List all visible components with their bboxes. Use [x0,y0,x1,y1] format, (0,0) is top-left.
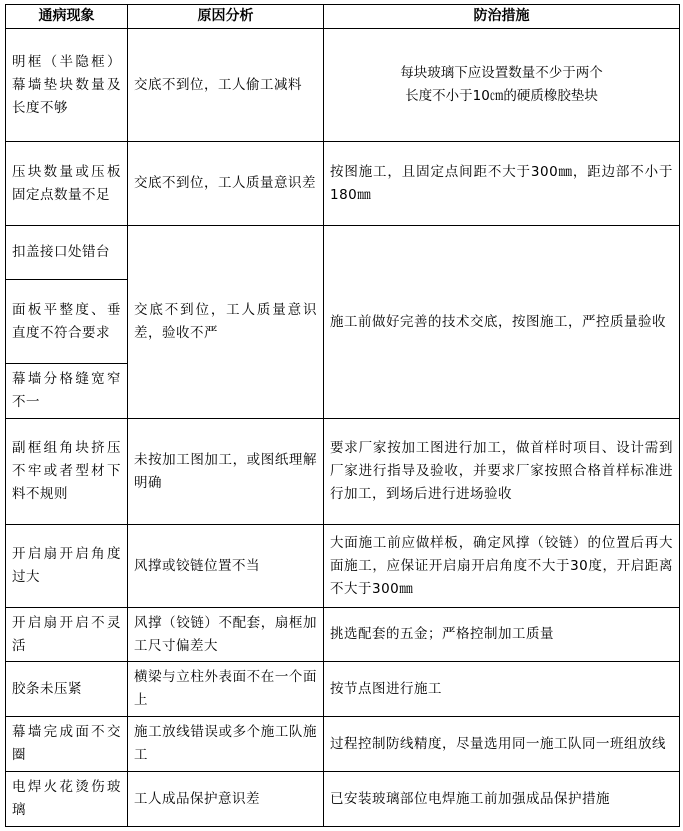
table-row [6,772,680,827]
cause-cell: 风撑或铰链位置不当 [128,525,324,608]
cause-cell: 交底不到位，工人偷工减料 [128,29,324,142]
header-cause: 原因分析 [128,5,324,29]
measure-cell: 过程控制防线精度，尽量选用同一施工队同一班组放线 [324,717,680,772]
cause-cell: 风撑（铰链）不配套，扇框加工尺寸偏差大 [128,608,324,662]
phenomenon-cell: 扣盖接口处错台 [6,226,128,280]
cause-cell: 交底不到位，工人质量意识差，验收不严 [128,226,324,419]
phenomenon-cell: 电焊火花烫伤玻璃 [6,772,128,827]
table-row [6,226,680,280]
measure-cell [324,29,680,142]
measure-cell: 要求厂家按加工图进行加工，做首样时项目、设计需到厂家进行指导及验收，并要求厂家按照合格首样标准进行加工，到场后进行进场验收 [324,419,680,525]
table-row [6,29,680,142]
table-row [6,525,680,608]
measure-line: 长度不小于10㎝的硬质橡胶垫块 [405,88,598,104]
measure-cell: 挑选配套的五金；严格控制加工质量 [324,608,680,662]
measure-cell: 大面施工前应做样板，确定风撑（铰链）的位置后再大面施工，应保证开启扇开启角度不大于30度，开启距离不大于300㎜ [324,525,680,608]
phenomenon-cell: 开启扇开启不灵活 [6,608,128,662]
cause-cell: 工人成品保护意识差 [128,772,324,827]
phenomenon-cell: 明框（半隐框）幕墙垫块数量及长度不够 [6,29,128,142]
measure-cell: 按节点图进行施工 [324,662,680,717]
cause-cell: 未按加工图加工，或图纸理解明确 [128,419,324,525]
table-row [6,608,680,662]
table-row [6,419,680,525]
header-phenomenon: 通病现象 [6,5,128,29]
phenomenon-cell: 面板平整度、垂直度不符合要求 [6,280,128,364]
phenomenon-cell: 幕墙分格缝宽窄不一 [6,364,128,419]
phenomenon-cell: 开启扇开启角度过大 [6,525,128,608]
phenomenon-cell: 压块数量或压板固定点数量不足 [6,142,128,226]
header-measure: 防治措施 [324,5,680,29]
cause-cell: 横梁与立柱外表面不在一个面上 [128,662,324,717]
cause-cell: 施工放线错误或多个施工队施工 [128,717,324,772]
phenomenon-cell: 幕墙完成面不交圈 [6,717,128,772]
cause-cell: 交底不到位，工人质量意识差 [128,142,324,226]
measure-line: 每块玻璃下应设置数量不少于两个 [400,65,603,81]
table-row [6,662,680,717]
phenomenon-cell: 胶条未压紧 [6,662,128,717]
defect-prevention-table [5,4,680,827]
header-row [6,5,680,29]
measure-cell: 按图施工，且固定点间距不大于300㎜，距边部不小于180㎜ [324,142,680,226]
table-row [6,142,680,226]
phenomenon-cell: 副框组角块挤压不牢或者型材下料不规则 [6,419,128,525]
measure-cell: 已安装玻璃部位电焊施工前加强成品保护措施 [324,772,680,827]
table-row [6,717,680,772]
measure-cell: 施工前做好完善的技术交底，按图施工，严控质量验收 [324,226,680,419]
